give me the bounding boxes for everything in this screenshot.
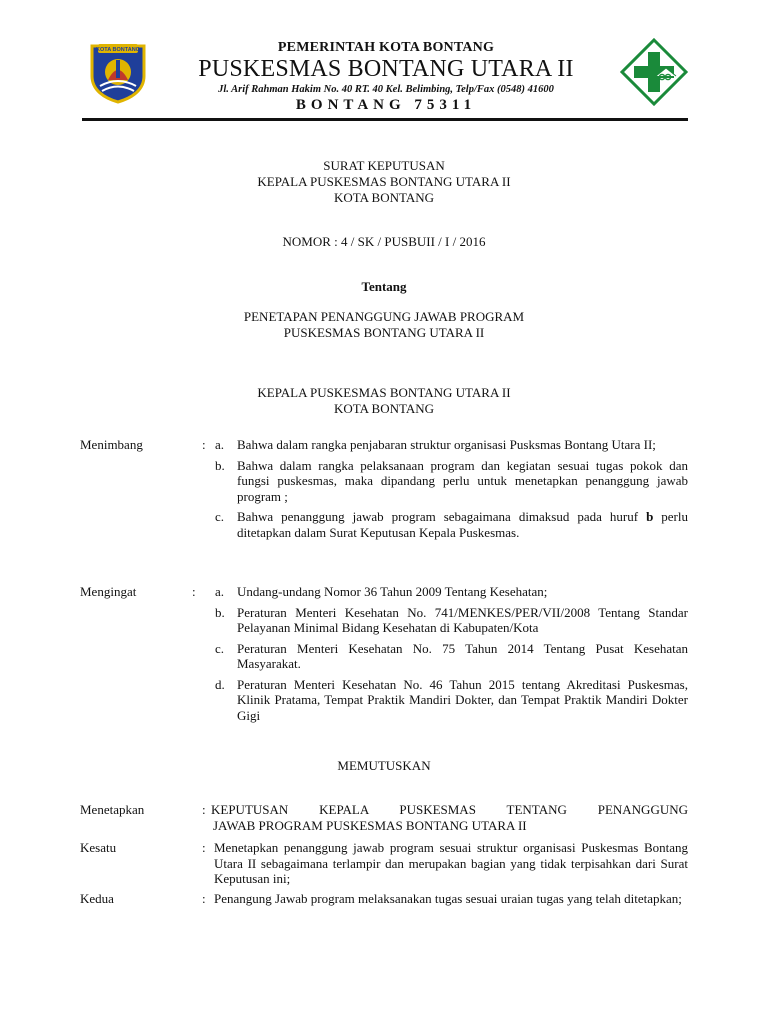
kesatu-text: Menetapkan penanggung jawab program sesuai struktur organisasi Puskesmas Bontang Utara II sebagaimana terlampir dan merupakan bagian yang tidak terpisahkan dari Surat Keputusan ini; (214, 840, 688, 886)
letterhead-government: PEMERINTAH KOTA BONTANG (277, 40, 495, 55)
issuer-line-2: KOTA BONTANG (333, 401, 435, 416)
mengingat-colon: : (192, 584, 196, 599)
letterhead-divider (82, 118, 688, 121)
mengingat-item: b. Peraturan Menteri Kesehatan No. 741/MENKES/PER/VII/2008 Tentang Standar Pelayanan Minimal Bidang Kesehatan di Kabupaten/Kota (215, 604, 688, 635)
svg-text:KOTA BONTANG: KOTA BONTANG (96, 47, 140, 53)
mengingat-list (215, 584, 688, 728)
menetapkan-line-2: JAWAB PROGRAM PUSKESMAS BONTANG UTARA II (213, 817, 527, 833)
kedua-label: Kedua (80, 891, 114, 906)
kedua-colon: : (202, 891, 206, 906)
document-issuer-city: KOTA BONTANG (333, 190, 435, 205)
mengingat-item: d. Peraturan Menteri Kesehatan No. 46 Tahun 2015 tentang Akreditasi Puskesmas, Klinik Pratama, Tempat Praktik Mandiri Dokter, dan Tempat Praktik Mandiri Dokter Gigi (215, 676, 688, 723)
memutuskan-heading: MEMUTUSKAN (337, 758, 431, 773)
menimbang-label: Menimbang (80, 437, 143, 452)
kedua-section (80, 891, 688, 925)
letterhead-city-postcode: BONTANG 75311 (295, 97, 477, 113)
kesatu-colon: : (202, 840, 206, 855)
document-type: SURAT KEPUTUSAN (323, 158, 445, 173)
letterhead (82, 36, 690, 120)
menimbang-item: c. Bahwa penanggung jawab program sebagaimana dimaksud pada huruf b perlu ditetapkan dalam Surat Keputusan Kepala Puskesmas. (215, 509, 689, 540)
menimbang-section (80, 437, 688, 567)
menetapkan-section (80, 802, 688, 836)
puskesmas-logo-icon (620, 38, 688, 106)
mengingat-label: Mengingat (80, 584, 137, 599)
menimbang-list (215, 437, 688, 545)
subject-line-1: PENETAPAN PENANGGUNG JAWAB PROGRAM (243, 309, 525, 324)
menimbang-item: b. Bahwa dalam rangka pelaksanaan program dan kegiatan sesuai tugas pokok dan fungsi puskesmas, maka dipandang perlu untuk menetapkan penanggung jawab program ; (215, 457, 688, 504)
subject-line-2: PUSKESMAS BONTANG UTARA II (283, 325, 485, 340)
mengingat-section (80, 584, 688, 729)
issuer-line-1: KEPALA PUSKESMAS BONTANG UTARA II (257, 385, 511, 400)
kedua-text: Penangung Jawab program melaksanakan tugas sesuai uraian tugas yang telah ditetapkan; (214, 891, 682, 906)
menetapkan-line-1: KEPUTUSAN KEPALA PUSKESMAS TENTANG PENANGGUNG (211, 802, 688, 817)
about-heading: Tentang (361, 279, 407, 294)
mengingat-item: a. Undang-undang Nomor 36 Tahun 2009 Tentang Kesehatan; (215, 584, 548, 599)
letterhead-address: Jl. Arif Rahman Hakim No. 40 RT. 40 Kel. Belimbing, Telp/Fax (0548) 41600 (218, 84, 554, 95)
menimbang-item: a. Bahwa dalam rangka penjabaran struktur organisasi Pusksmas Bontang Utara II; (215, 437, 656, 452)
document-issuer-title: KEPALA PUSKESMAS BONTANG UTARA II (257, 174, 511, 189)
mengingat-item: c. Peraturan Menteri Kesehatan No. 75 Tahun 2014 Tentang Pusat Kesehatan Masyarakat. (215, 640, 688, 671)
kesatu-section (80, 840, 688, 890)
kesatu-label: Kesatu (80, 840, 117, 855)
document-number: NOMOR : 4 / SK / PUSBUII / I / 2016 (282, 234, 486, 249)
menimbang-colon: : (202, 437, 206, 452)
letterhead-institution: PUSKESMAS BONTANG UTARA II (198, 56, 574, 82)
menetapkan-colon: : (202, 802, 206, 817)
menetapkan-label: Menetapkan (80, 802, 145, 817)
